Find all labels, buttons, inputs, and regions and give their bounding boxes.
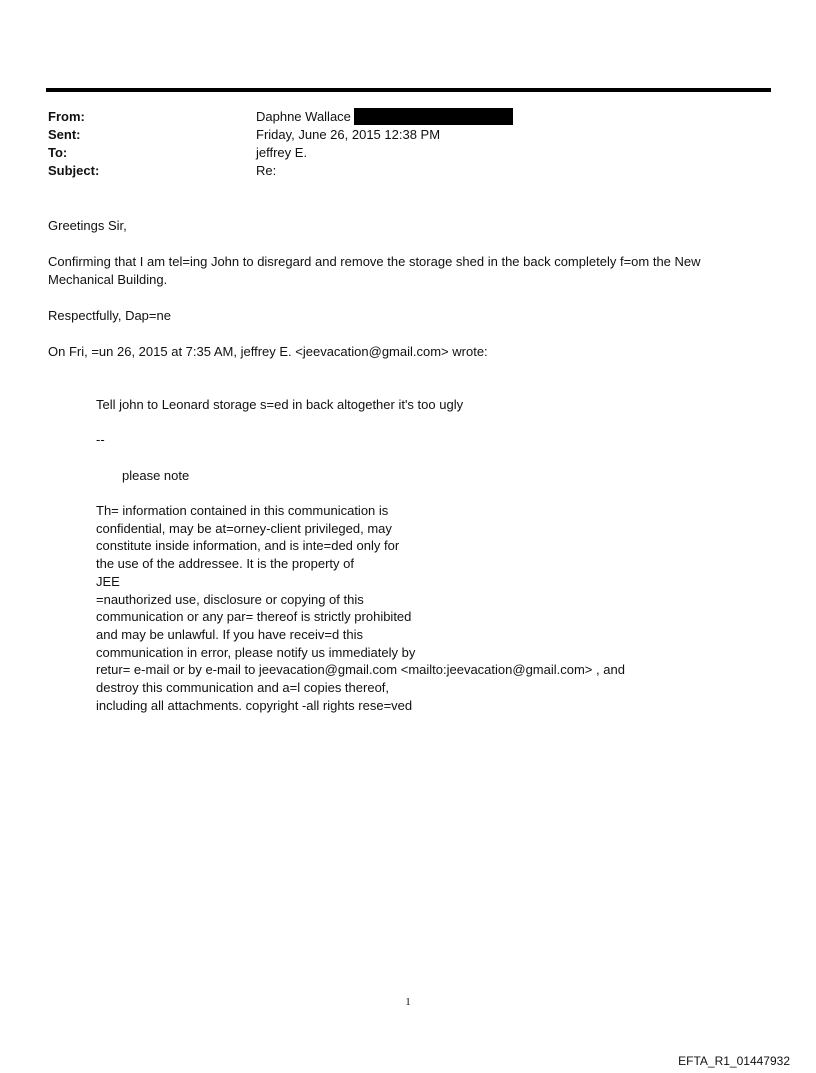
from-value: Daphne Wallace [256, 109, 351, 124]
to-value: jeffrey E. [256, 145, 308, 160]
disclaimer-line: communication or any par= thereof is strictly prohibited [96, 609, 412, 625]
to-row [48, 144, 768, 162]
subject-row [48, 162, 768, 180]
disclaimer-line: and may be unlawful. If you have receiv=d this [96, 626, 364, 642]
sent-value: Friday, June 26, 2015 12:38 PM [256, 127, 441, 142]
from-label: From: [48, 109, 85, 124]
redaction-box [354, 108, 513, 125]
subject-label: Subject: [48, 163, 100, 178]
page-number: 1 [405, 996, 411, 1008]
disclaimer-line: communication in error, please notify us immediately by [96, 644, 416, 660]
disclaimer-line: the use of the addressee. It is the property of [96, 556, 354, 572]
body-paragraph-line-2: Mechanical Building. [48, 272, 168, 287]
disclaimer-line: JEE [96, 573, 120, 589]
body-paragraph-line-1: Confirming that I am tel=ing John to disregard and remove the storage shed in the back completely f=om the New [48, 254, 701, 269]
email-header [48, 108, 768, 180]
signoff: Respectfully, Dap=ne [48, 308, 171, 323]
quoted-message: Tell john to Leonard storage s=ed in back altogether it's too ugly [96, 397, 464, 412]
please-note: please note [122, 468, 190, 483]
disclaimer-line: destroy this communication and a=l copies thereof, [96, 680, 390, 696]
to-label: To: [48, 145, 68, 160]
from-row [48, 108, 768, 126]
disclaimer-line: Th= information contained in this communication is [96, 503, 389, 518]
disclaimer-line: confidential, may be at=orney-client privileged, may [96, 520, 392, 536]
disclaimer-line: =nauthorized use, disclosure or copying of this [96, 591, 364, 607]
sent-label: Sent: [48, 127, 81, 142]
signature-separator: -- [96, 432, 105, 447]
header-divider [46, 88, 771, 92]
quote-header: On Fri, =un 26, 2015 at 7:35 AM, jeffrey E. <jeevacation@gmail.com> wrote: [48, 344, 488, 359]
subject-value: Re: [256, 163, 277, 178]
bates-number: EFTA_R1_01447932 [678, 1054, 790, 1068]
disclaimer-line: including all attachments. copyright -all rights rese=ved [96, 697, 413, 713]
confidentiality-disclaimer [96, 502, 736, 714]
disclaimer-line: retur= e-mail or by e-mail to jeevacation@gmail.com <mailto:jeevacation@gmail.com> , and [96, 662, 625, 678]
disclaimer-line: constitute inside information, and is inte=ded only for [96, 538, 400, 554]
greeting: Greetings Sir, [48, 218, 127, 233]
sent-row [48, 126, 768, 144]
